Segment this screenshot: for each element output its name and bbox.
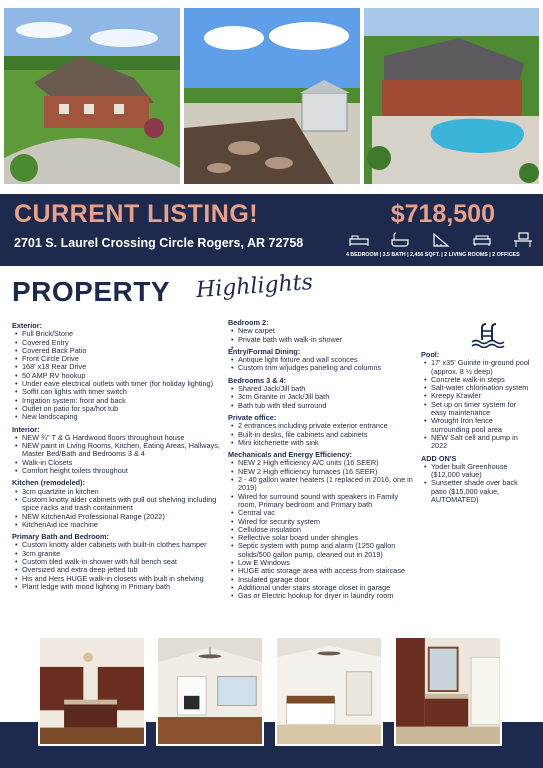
bullet-item: • Covered Entry	[12, 339, 224, 347]
bullet-item: • 50 AMP RV hookup	[12, 372, 224, 380]
column-left	[12, 322, 224, 595]
bullet-item: • New landscaping	[12, 413, 224, 421]
bullet-item: • Under eave electrical outlets with timer (for holiday lighting)	[12, 380, 224, 388]
bullet-item: • 2 - 40 gallon water heaters (1 replaced in 2016, one in 2019)	[228, 476, 418, 493]
bullet-item: • Mini kitchenette with sink	[228, 439, 418, 447]
spec-icons	[348, 232, 534, 250]
bullet-item: • NEW ¾" T & G Hardwood floors throughout house	[12, 434, 224, 442]
bullet-item: • Sunsetter shade over back patio ($15,000 value, AUTOMATED)	[421, 479, 533, 504]
sofa-icon	[471, 232, 493, 248]
bullet-item: • His and Hers HUGE walk-in closets with built in shelving	[12, 575, 224, 583]
section	[228, 377, 418, 410]
bullet-item: • NEW 2 High efficiency A/C units (16 SEER)	[228, 459, 418, 467]
section-title: Pool:	[421, 350, 440, 359]
bullet-list	[228, 459, 418, 600]
heading-highlights-script: Highlights	[195, 269, 314, 304]
bullet-item: • Septic system with pump and alarm (1250 gallon solids/500 gallon pump, cleaned out in 2019)	[228, 542, 418, 559]
bullet-item: • Additional under stairs storage closet in garage	[228, 584, 418, 592]
bed-icon	[348, 232, 370, 248]
section	[12, 479, 224, 529]
bullet-item: • KitchenAid ice machine	[12, 521, 224, 529]
bullet-item: • NEW Salt cell and pump in 2022	[421, 434, 533, 451]
section	[228, 414, 418, 447]
bullet-item: • Soffit can lights with timer switch	[12, 388, 224, 396]
listing-banner	[0, 194, 543, 266]
section-title: Primary Bath and Bedroom:	[12, 532, 109, 542]
bullet-item: • 168' x18 Rear Drive	[12, 363, 224, 371]
section-title: Bedrooms 3 & 4:	[228, 375, 286, 385]
section-title: Mechanicals and Energy Efficiency:	[228, 450, 353, 460]
ruler-icon	[430, 232, 452, 248]
bullet-list	[12, 434, 224, 475]
bullet-list	[12, 541, 224, 591]
bullet-item: • Reflective solar board under shingles	[228, 534, 418, 542]
section-title: Exterior:	[12, 321, 43, 330]
bullet-item: • Oversized and extra deep jetted tub	[12, 566, 224, 574]
bullet-item: • Salt-water chlorination system	[421, 384, 533, 392]
section-title: Private office:	[228, 412, 277, 422]
section-title: Interior:	[12, 424, 40, 434]
bullet-item: • Cellulose insulation	[228, 526, 418, 534]
bullet-item: • NEW KitchenAid Professional Range (2022)	[12, 513, 224, 521]
bullet-item: • Gas or Electric hookup for dryer in laundry room	[228, 592, 418, 600]
photo-strip	[0, 0, 543, 190]
pool-aerial-photo	[364, 8, 539, 184]
bullet-item: • Kreepy Krawler	[421, 392, 533, 400]
bullet-item: • Set up on timer system for easy maintenance	[421, 401, 533, 418]
bullet-item: • Plant ledge with mood lighting in Primary bath	[12, 583, 224, 591]
bullet-item: • Comfort height toilets throughout	[12, 467, 224, 475]
bullet-item: • Low E Windows	[228, 559, 418, 567]
bullet-item: • 3cm Granite in Jack/Jill bath	[228, 393, 418, 401]
bullet-item: • Insulated garage door	[228, 576, 418, 584]
bath-icon	[389, 232, 411, 248]
greenhouse-garden-photo	[184, 8, 360, 184]
bathroom-photo	[394, 636, 502, 746]
bullet-list	[421, 359, 533, 450]
column-right	[421, 351, 533, 508]
bullet-item: • Yoder built Greenhouse ($12,000 value)	[421, 463, 533, 480]
kitchen-photo	[38, 636, 146, 746]
section	[12, 533, 224, 591]
bullet-item: • Private bath with walk-in shower	[228, 336, 418, 344]
living-room-photo	[156, 636, 264, 746]
column-middle	[228, 319, 418, 605]
section-title: ADD ON'S	[421, 453, 457, 463]
bullet-list	[12, 488, 224, 529]
bullet-item: • Walk-in Closets	[12, 459, 224, 467]
section-title: Entry/Formal Dining:	[228, 346, 301, 356]
bullet-item: • Built-in desks, file cabinets and cabinets	[228, 431, 418, 439]
bullet-list	[228, 356, 418, 373]
bullet-item: • Antique light fixture and wall sconces	[228, 356, 418, 364]
bullet-item: • 3cm quartzite in kitchen	[12, 488, 224, 496]
bedroom-photo	[275, 636, 383, 746]
house-front-aerial-photo	[4, 8, 180, 184]
bullet-item: • Wrought Iron fence surrounding pool area	[421, 417, 533, 434]
section-title: Kitchen (remodeled):	[12, 478, 85, 488]
current-listing-headline: CURRENT LISTING!	[14, 200, 259, 228]
bullet-item: • Front Circle Drive	[12, 355, 224, 363]
bullet-item: • HUGE attic storage area with access from staircase	[228, 567, 418, 575]
section-title: Bedroom 2:	[228, 318, 269, 327]
section	[228, 319, 418, 344]
bullet-list	[228, 327, 418, 344]
bullet-item: • Covered Back Patio	[12, 347, 224, 355]
bullet-item: • Outlet on patio for spa/hot tub	[12, 405, 224, 413]
pool-ladder-icon	[470, 322, 508, 348]
bullet-item: • Custom tiled walk-in shower with full bench seat	[12, 558, 224, 566]
bullet-item: • Custom trim w/judges paneling and columns	[228, 364, 418, 372]
bullet-list	[228, 422, 418, 447]
bullet-item: • NEW paint in Living Rooms, Kitchen, Eating Areas, Hallways, Master Bed/Bath and Bedrooms 3 & 4	[12, 442, 224, 459]
bullet-list	[421, 463, 533, 504]
section	[12, 322, 224, 422]
section	[12, 426, 224, 476]
heading-property: PROPERTY	[12, 276, 171, 307]
bullet-item: • Wired for security system	[228, 518, 418, 526]
bullet-item: • Custom knotty alder cabinets with built-in clothes hamper	[12, 541, 224, 549]
bullet-item: • Bath tub with tiled surround	[228, 402, 418, 410]
bullet-item: • Irrigation system: front and back	[12, 397, 224, 405]
bullet-item: • 3cm granite	[12, 550, 224, 558]
spec-summary: 4 BEDROOM | 3.5 BATH | 2,456 SQFT. | 2 LIVING ROOMS | 2 OFFICES	[346, 252, 520, 258]
section	[421, 351, 533, 451]
property-address: 2701 S. Laurel Crossing Circle Rogers, AR 72758	[14, 236, 304, 250]
desk-icon	[512, 232, 534, 248]
bullet-item: • Concrete walk-in steps	[421, 376, 533, 384]
section	[228, 451, 418, 600]
bullet-item: • Shared Jack/Jill bath	[228, 385, 418, 393]
bullet-item: • New carpet	[228, 327, 418, 335]
bullet-item: • Central vac	[228, 509, 418, 517]
bullet-list	[228, 385, 418, 410]
bullet-item: • NEW 2 High efficiency furnaces (16 SEER)	[228, 468, 418, 476]
bullet-item: • 2 entrances including private exterior entrance	[228, 422, 418, 430]
bullet-item: • Wired for surround sound with speakers in Family room, Primary bedroom and Primary bath	[228, 493, 418, 510]
bullet-item: • Custom knotty alder cabinets with pull out shelving including spice racks and trash containment	[12, 496, 224, 513]
section	[228, 348, 418, 373]
bullet-item: • 17' x35' Guinite in-ground pool (approx. 8 ½ deep)	[421, 359, 533, 376]
bullet-item: • Full Brick/Stone	[12, 330, 224, 338]
bullet-list	[12, 330, 224, 421]
listing-price: $718,500	[390, 200, 495, 228]
section	[421, 455, 533, 505]
